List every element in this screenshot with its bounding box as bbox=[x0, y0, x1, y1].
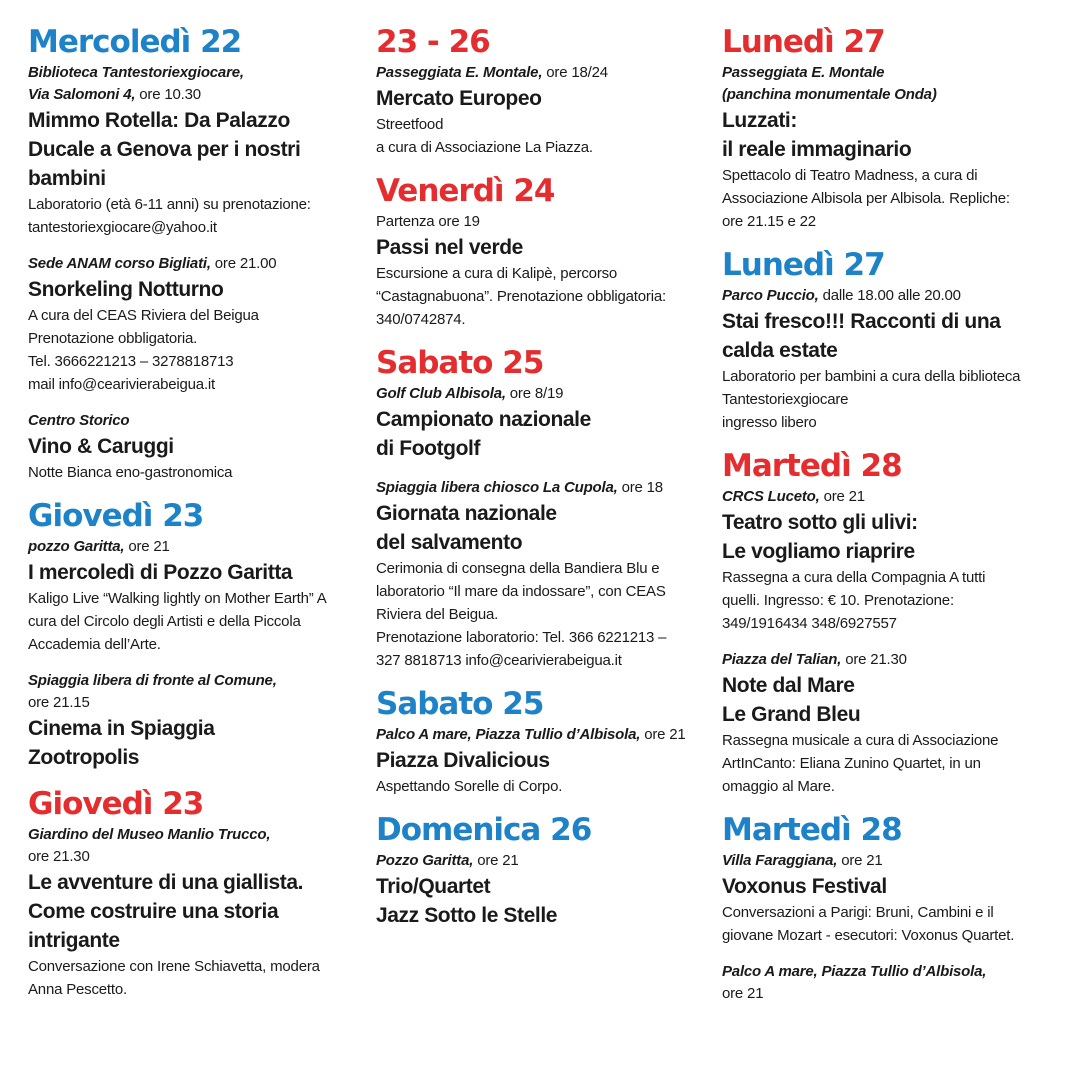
event-title bbox=[722, 307, 1062, 365]
event-time: ore 21.15 bbox=[28, 694, 90, 711]
description-line: cura del Circolo degli Artisti e della Piccola bbox=[28, 613, 301, 630]
description-line: ingresso libero bbox=[722, 414, 817, 431]
day-section bbox=[722, 24, 1062, 233]
event-place bbox=[28, 536, 368, 558]
description-line: Prenotazione obbligatoria. bbox=[28, 330, 198, 347]
description-line: Associazione Albisola per Albisola. Repliche: bbox=[722, 190, 1010, 207]
event bbox=[722, 62, 1062, 233]
event-title bbox=[28, 868, 368, 955]
event-place bbox=[28, 410, 368, 432]
description-line: laboratorio “Il mare da indossare”, con CEAS bbox=[376, 583, 666, 600]
event bbox=[376, 850, 712, 930]
event-description bbox=[722, 164, 1062, 233]
place-line: Via Salomoni 4, bbox=[28, 86, 136, 103]
event-time: ore 21.00 bbox=[214, 255, 277, 272]
event-title bbox=[722, 106, 1062, 164]
description-line: Laboratorio per bambini a cura della biblioteca bbox=[722, 368, 1021, 385]
description-line: ore 21.15 e 22 bbox=[722, 213, 816, 230]
title-line: Mimmo Rotella: Da Palazzo bbox=[28, 109, 290, 132]
event-description bbox=[722, 729, 1062, 798]
description-line: Rassegna musicale a cura di Associazione bbox=[722, 732, 999, 749]
place-line: Parco Puccio, bbox=[722, 287, 819, 304]
day-section bbox=[28, 786, 368, 1001]
event bbox=[722, 649, 1062, 798]
event-place bbox=[376, 724, 712, 746]
day-heading: 23 - 26 bbox=[376, 24, 490, 60]
event-title bbox=[28, 106, 368, 193]
event-description bbox=[28, 587, 368, 656]
place-line: Biblioteca Tantestoriexgiocare, bbox=[28, 64, 244, 81]
event-description bbox=[722, 566, 1062, 635]
event-place bbox=[376, 62, 712, 84]
title-line: Zootropolis bbox=[28, 746, 140, 769]
event-time: ore 18/24 bbox=[546, 64, 608, 81]
event bbox=[28, 410, 368, 484]
event-title bbox=[376, 746, 712, 775]
event bbox=[28, 62, 368, 239]
description-line: Accademia dell’Arte. bbox=[28, 636, 161, 653]
place-line: pozzo Garitta, bbox=[28, 538, 125, 555]
place-line: CRCS Luceto, bbox=[722, 488, 820, 505]
event-time: ore 21 bbox=[722, 985, 764, 1002]
column-3 bbox=[722, 24, 1062, 1019]
place-line: Palco A mare, Piazza Tullio d’Albisola, bbox=[722, 963, 987, 980]
description-line: ArtInCanto: Eliana Zunino Quartet, in un bbox=[722, 755, 981, 772]
description-line: mail info@cearivierabeigua.it bbox=[28, 376, 216, 393]
event-place bbox=[722, 62, 1062, 106]
description-line: quelli. Ingresso: € 10. Prenotazione: bbox=[722, 592, 954, 609]
title-line: Le avventure di una giallista. bbox=[28, 871, 304, 894]
description-line: Laboratorio (età 6-11 anni) su prenotazione: bbox=[28, 196, 311, 213]
day-section bbox=[376, 345, 712, 672]
day-heading: Sabato 25 bbox=[376, 686, 544, 722]
day-section bbox=[376, 686, 712, 798]
day-heading: Giovedì 23 bbox=[28, 786, 204, 822]
place-line: Sede ANAM corso Bigliati, bbox=[28, 255, 211, 272]
title-line: Giornata nazionale bbox=[376, 502, 557, 525]
event bbox=[722, 961, 1062, 1005]
day-section bbox=[376, 812, 712, 930]
description-line: Conversazioni a Parigi: Bruni, Cambini e il bbox=[722, 904, 994, 921]
event-time: ore 21.30 bbox=[28, 848, 90, 865]
event-place bbox=[376, 477, 712, 499]
place-line: Spiaggia libera di fronte al Comune, bbox=[28, 672, 277, 689]
title-line: Teatro sotto gli ulivi: bbox=[722, 511, 918, 534]
description-line: Escursione a cura di Kalipè, percorso bbox=[376, 265, 618, 282]
description-line: Spettacolo di Teatro Madness, a cura di bbox=[722, 167, 978, 184]
description-line: Notte Bianca eno-gastronomica bbox=[28, 464, 233, 481]
description-line: Aspettando Sorelle di Corpo. bbox=[376, 778, 563, 795]
place-line: Spiaggia libera chiosco La Cupola, bbox=[376, 479, 618, 496]
title-line: Jazz Sotto le Stelle bbox=[376, 904, 558, 927]
event bbox=[722, 285, 1062, 434]
event-place bbox=[28, 670, 368, 714]
title-line: Campionato nazionale bbox=[376, 408, 591, 431]
event bbox=[376, 211, 712, 331]
event-place bbox=[722, 649, 1062, 671]
event-title bbox=[28, 714, 368, 772]
event-title bbox=[722, 872, 1062, 901]
event-place bbox=[722, 486, 1062, 508]
title-line: Luzzati: bbox=[722, 109, 797, 132]
title-line: Le Grand Bleu bbox=[722, 703, 861, 726]
place-line: Passeggiata E. Montale bbox=[722, 64, 885, 81]
title-line: Note dal Mare bbox=[722, 674, 855, 697]
description-line: omaggio al Mare. bbox=[722, 778, 835, 795]
event-time: ore 8/19 bbox=[509, 385, 564, 402]
title-line: Trio/Quartet bbox=[376, 875, 491, 898]
description-line: Kaligo Live “Walking lightly on Mother Earth” A bbox=[28, 590, 327, 607]
description-line: Conversazione con Irene Schiavetta, modera bbox=[28, 958, 320, 975]
day-section bbox=[722, 812, 1062, 1005]
event-title bbox=[28, 432, 368, 461]
day-heading: Domenica 26 bbox=[376, 812, 592, 848]
event bbox=[376, 383, 712, 463]
event-description bbox=[28, 304, 368, 396]
event-description bbox=[28, 955, 368, 1001]
day-section bbox=[376, 24, 712, 159]
title-line: Vino & Caruggi bbox=[28, 435, 174, 458]
description-line: Prenotazione laboratorio: Tel. 366 6221213 – bbox=[376, 629, 667, 646]
event-time: ore 21 bbox=[823, 488, 865, 505]
title-line: I mercoledì di Pozzo Garitta bbox=[28, 561, 293, 584]
event-description bbox=[376, 113, 712, 159]
place-line: Golf Club Albisola, bbox=[376, 385, 506, 402]
event-place bbox=[722, 961, 1062, 1005]
title-line: Mercato Europeo bbox=[376, 87, 542, 110]
title-line: di Footgolf bbox=[376, 437, 481, 460]
event-time: Partenza ore 19 bbox=[376, 213, 480, 230]
event-title bbox=[28, 558, 368, 587]
place-line: Pozzo Garitta, bbox=[376, 852, 474, 869]
title-line: bambini bbox=[28, 167, 106, 190]
place-line: (panchina monumentale Onda) bbox=[722, 86, 937, 103]
day-heading: Venerdì 24 bbox=[376, 173, 555, 209]
description-line: “Castagnabuona”. Prenotazione obbligatoria: bbox=[376, 288, 666, 305]
event bbox=[28, 253, 368, 396]
description-line: Rassegna a cura della Compagnia A tutti bbox=[722, 569, 986, 586]
title-line: Snorkeling Notturno bbox=[28, 278, 224, 301]
day-section bbox=[722, 448, 1062, 798]
description-line: 349/1916434 348/6927557 bbox=[722, 615, 897, 632]
event bbox=[722, 486, 1062, 635]
title-line: Cinema in Spiaggia bbox=[28, 717, 215, 740]
event-description bbox=[28, 461, 368, 484]
place-line: Piazza del Talian, bbox=[722, 651, 842, 668]
event-title bbox=[376, 405, 712, 463]
day-heading: Lunedì 27 bbox=[722, 247, 885, 283]
description-line: Tantestoriexgiocare bbox=[722, 391, 849, 408]
event-place bbox=[28, 62, 368, 106]
event-description bbox=[376, 775, 712, 798]
event bbox=[376, 62, 712, 159]
day-heading: Sabato 25 bbox=[376, 345, 544, 381]
event-description bbox=[376, 557, 712, 672]
day-heading: Mercoledì 22 bbox=[28, 24, 242, 60]
event bbox=[28, 536, 368, 656]
event-place bbox=[722, 850, 1062, 872]
event-title bbox=[722, 508, 1062, 566]
title-line: Piazza Divalicious bbox=[376, 749, 550, 772]
day-heading: Giovedì 23 bbox=[28, 498, 204, 534]
event-title bbox=[376, 499, 712, 557]
event-description bbox=[722, 901, 1062, 947]
place-line: Villa Faraggiana, bbox=[722, 852, 838, 869]
event-place bbox=[28, 824, 368, 868]
event-description bbox=[28, 193, 368, 239]
column-1 bbox=[28, 24, 368, 1015]
description-line: Cerimonia di consegna della Bandiera Blu e bbox=[376, 560, 660, 577]
place-line: Passeggiata E. Montale, bbox=[376, 64, 543, 81]
description-line: Streetfood bbox=[376, 116, 444, 133]
day-section bbox=[722, 247, 1062, 434]
event-time: ore 21 bbox=[477, 852, 519, 869]
description-line: Riviera del Beigua. bbox=[376, 606, 499, 623]
day-heading: Lunedì 27 bbox=[722, 24, 885, 60]
event-place bbox=[722, 285, 1062, 307]
title-line: intrigante bbox=[28, 929, 120, 952]
event-title bbox=[722, 671, 1062, 729]
event bbox=[722, 850, 1062, 947]
day-heading: Martedì 28 bbox=[722, 448, 902, 484]
day-section bbox=[28, 498, 368, 772]
event-place bbox=[376, 383, 712, 405]
title-line: Voxonus Festival bbox=[722, 875, 887, 898]
event bbox=[376, 477, 712, 672]
day-heading: Martedì 28 bbox=[722, 812, 902, 848]
event-time: dalle 18.00 alle 20.00 bbox=[822, 287, 961, 304]
description-line: tantestoriexgiocare@yahoo.it bbox=[28, 219, 217, 236]
title-line: Stai fresco!!! Racconti di una bbox=[722, 310, 1001, 333]
column-2 bbox=[376, 24, 712, 944]
place-line: Centro Storico bbox=[28, 412, 130, 429]
event-time: ore 21 bbox=[644, 726, 686, 743]
day-section bbox=[28, 24, 368, 484]
title-line: Passi nel verde bbox=[376, 236, 523, 259]
title-line: calda estate bbox=[722, 339, 838, 362]
event-time: ore 21 bbox=[841, 852, 883, 869]
event-description bbox=[376, 262, 712, 331]
event bbox=[28, 824, 368, 1001]
description-line: a cura di Associazione La Piazza. bbox=[376, 139, 593, 156]
event-time: ore 18 bbox=[621, 479, 663, 496]
title-line: il reale immaginario bbox=[722, 138, 912, 161]
description-line: 340/0742874. bbox=[376, 311, 466, 328]
event-time: ore 21.30 bbox=[845, 651, 907, 668]
event-title bbox=[376, 84, 712, 113]
event-time: ore 21 bbox=[128, 538, 170, 555]
title-line: del salvamento bbox=[376, 531, 523, 554]
event-place bbox=[376, 211, 712, 233]
place-line: Giardino del Museo Manlio Trucco, bbox=[28, 826, 271, 843]
title-line: Ducale a Genova per i nostri bbox=[28, 138, 301, 161]
event-title bbox=[28, 275, 368, 304]
title-line: Le vogliamo riaprire bbox=[722, 540, 915, 563]
event-place bbox=[376, 850, 712, 872]
event bbox=[376, 724, 712, 798]
description-line: 327 8818713 info@cearivierabeigua.it bbox=[376, 652, 622, 669]
event bbox=[28, 670, 368, 772]
event-place bbox=[28, 253, 368, 275]
event-title bbox=[376, 233, 712, 262]
event-description bbox=[722, 365, 1062, 434]
description-line: Anna Pescetto. bbox=[28, 981, 127, 998]
title-line: Come costruire una storia bbox=[28, 900, 279, 923]
description-line: A cura del CEAS Riviera del Beigua bbox=[28, 307, 259, 324]
event-title bbox=[376, 872, 712, 930]
description-line: Tel. 3666221213 – 3278818713 bbox=[28, 353, 234, 370]
event-time: ore 10.30 bbox=[139, 86, 201, 103]
description-line: giovane Mozart - esecutori: Voxonus Quartet. bbox=[722, 927, 1015, 944]
day-section bbox=[376, 173, 712, 331]
place-line: Palco A mare, Piazza Tullio d’Albisola, bbox=[376, 726, 641, 743]
